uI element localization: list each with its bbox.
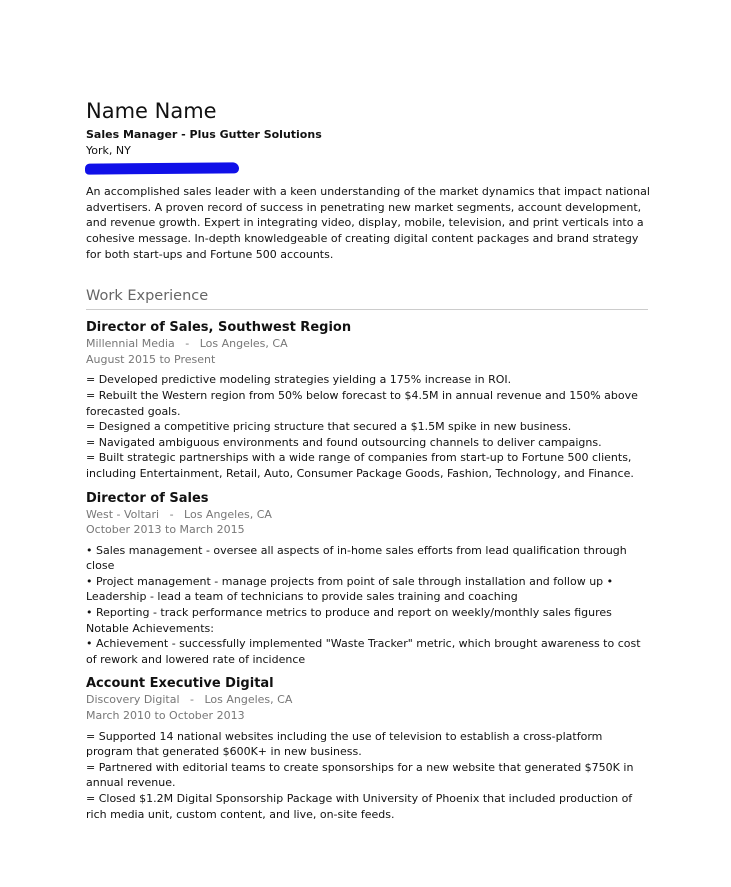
job-entry [86,490,651,668]
bullet: = Supported 14 national websites including the use of television to establish a cross-platform program that generated $600K+ in new business. [86,729,603,759]
bullet: = Designed a competitive pricing structure that secured a $1.5M spike in new business. [86,420,572,434]
job-title: Director of Sales, Southwest Region [86,320,352,336]
bullet: = Partnered with editorial teams to create sponsorships for a new website that generated $750K in annual revenue. [86,760,634,790]
location: York, NY [86,143,131,157]
bullet: = Navigated ambiguous environments and found outsourcing channels to deliver campaigns. [86,435,602,449]
bullet: • Reporting - track performance metrics to produce and report on weekly/monthly sales figures [86,606,612,620]
job-company: Discovery Digital - Los Angeles, CA [86,693,293,707]
bullet: • Achievement - successfully implemented "Waste Tracker" metric, which brought awareness to cost of rework and lowered rate of incidence [86,637,641,666]
job-company: Millennial Media - Los Angeles, CA [86,337,288,351]
candidate-name: Name Name [86,99,217,123]
job-entry [86,319,651,481]
current-title: Sales Manager - Plus Gutter Solutions [86,128,322,141]
section-divider [86,309,648,310]
job-dates: March 2010 to October 2013 [86,709,245,723]
job-dates: August 2015 to Present [86,352,216,366]
bullet: • Project management - manage projects from point of sale through installation and follow up • Leadership - lead a team of technicians to provide sales training and coaching [86,574,614,604]
job-dates: October 2013 to March 2015 [86,523,245,537]
job-title: Account Executive Digital [86,676,274,692]
bullet: = Developed predictive modeling strategies yielding a 175% increase in ROI. [86,373,512,387]
redaction-mark [85,163,239,175]
job-entry [86,675,651,822]
section-heading-work-experience: Work Experience [86,288,209,305]
notable-achievements-label: Notable Achievements: [86,621,214,635]
bullet: • Sales management - oversee all aspects of in-home sales efforts from lead qualification through close [86,543,627,573]
bullet: = Closed $1.2M Digital Sponsorship Package with University of Phoenix that included production of rich media unit, custom content, and live, on-site feeds. [86,792,633,821]
job-bullets [86,729,651,823]
summary: An accomplished sales leader with a keen understanding of the market dynamics that impact national advertisers. A proven record of success in penetrating new market segments, account development, and revenue growth. Expert in integrating video, display, mobile, television, and print verticals into a cohesive message. In-depth knowledgeable of creating digital content packages and brand strategy for both start-ups and Fortune 500 accounts. [86,185,650,261]
job-title: Director of Sales [86,490,209,506]
bullet: = Built strategic partnerships with a wide range of companies from start-up to Fortune 500 clients, including Entertainment, Retail, Auto, Consumer Package Goods, Fashion, Technology, and Finance. [86,451,634,480]
resume-page [86,98,651,822]
job-bullets [86,543,651,668]
job-bullets [86,372,651,481]
job-company: West - Voltari - Los Angeles, CA [86,507,272,521]
bullet: = Rebuilt the Western region from 50% below forecast to $4.5M in annual revenue and 150% above forecasted goals. [86,388,638,418]
